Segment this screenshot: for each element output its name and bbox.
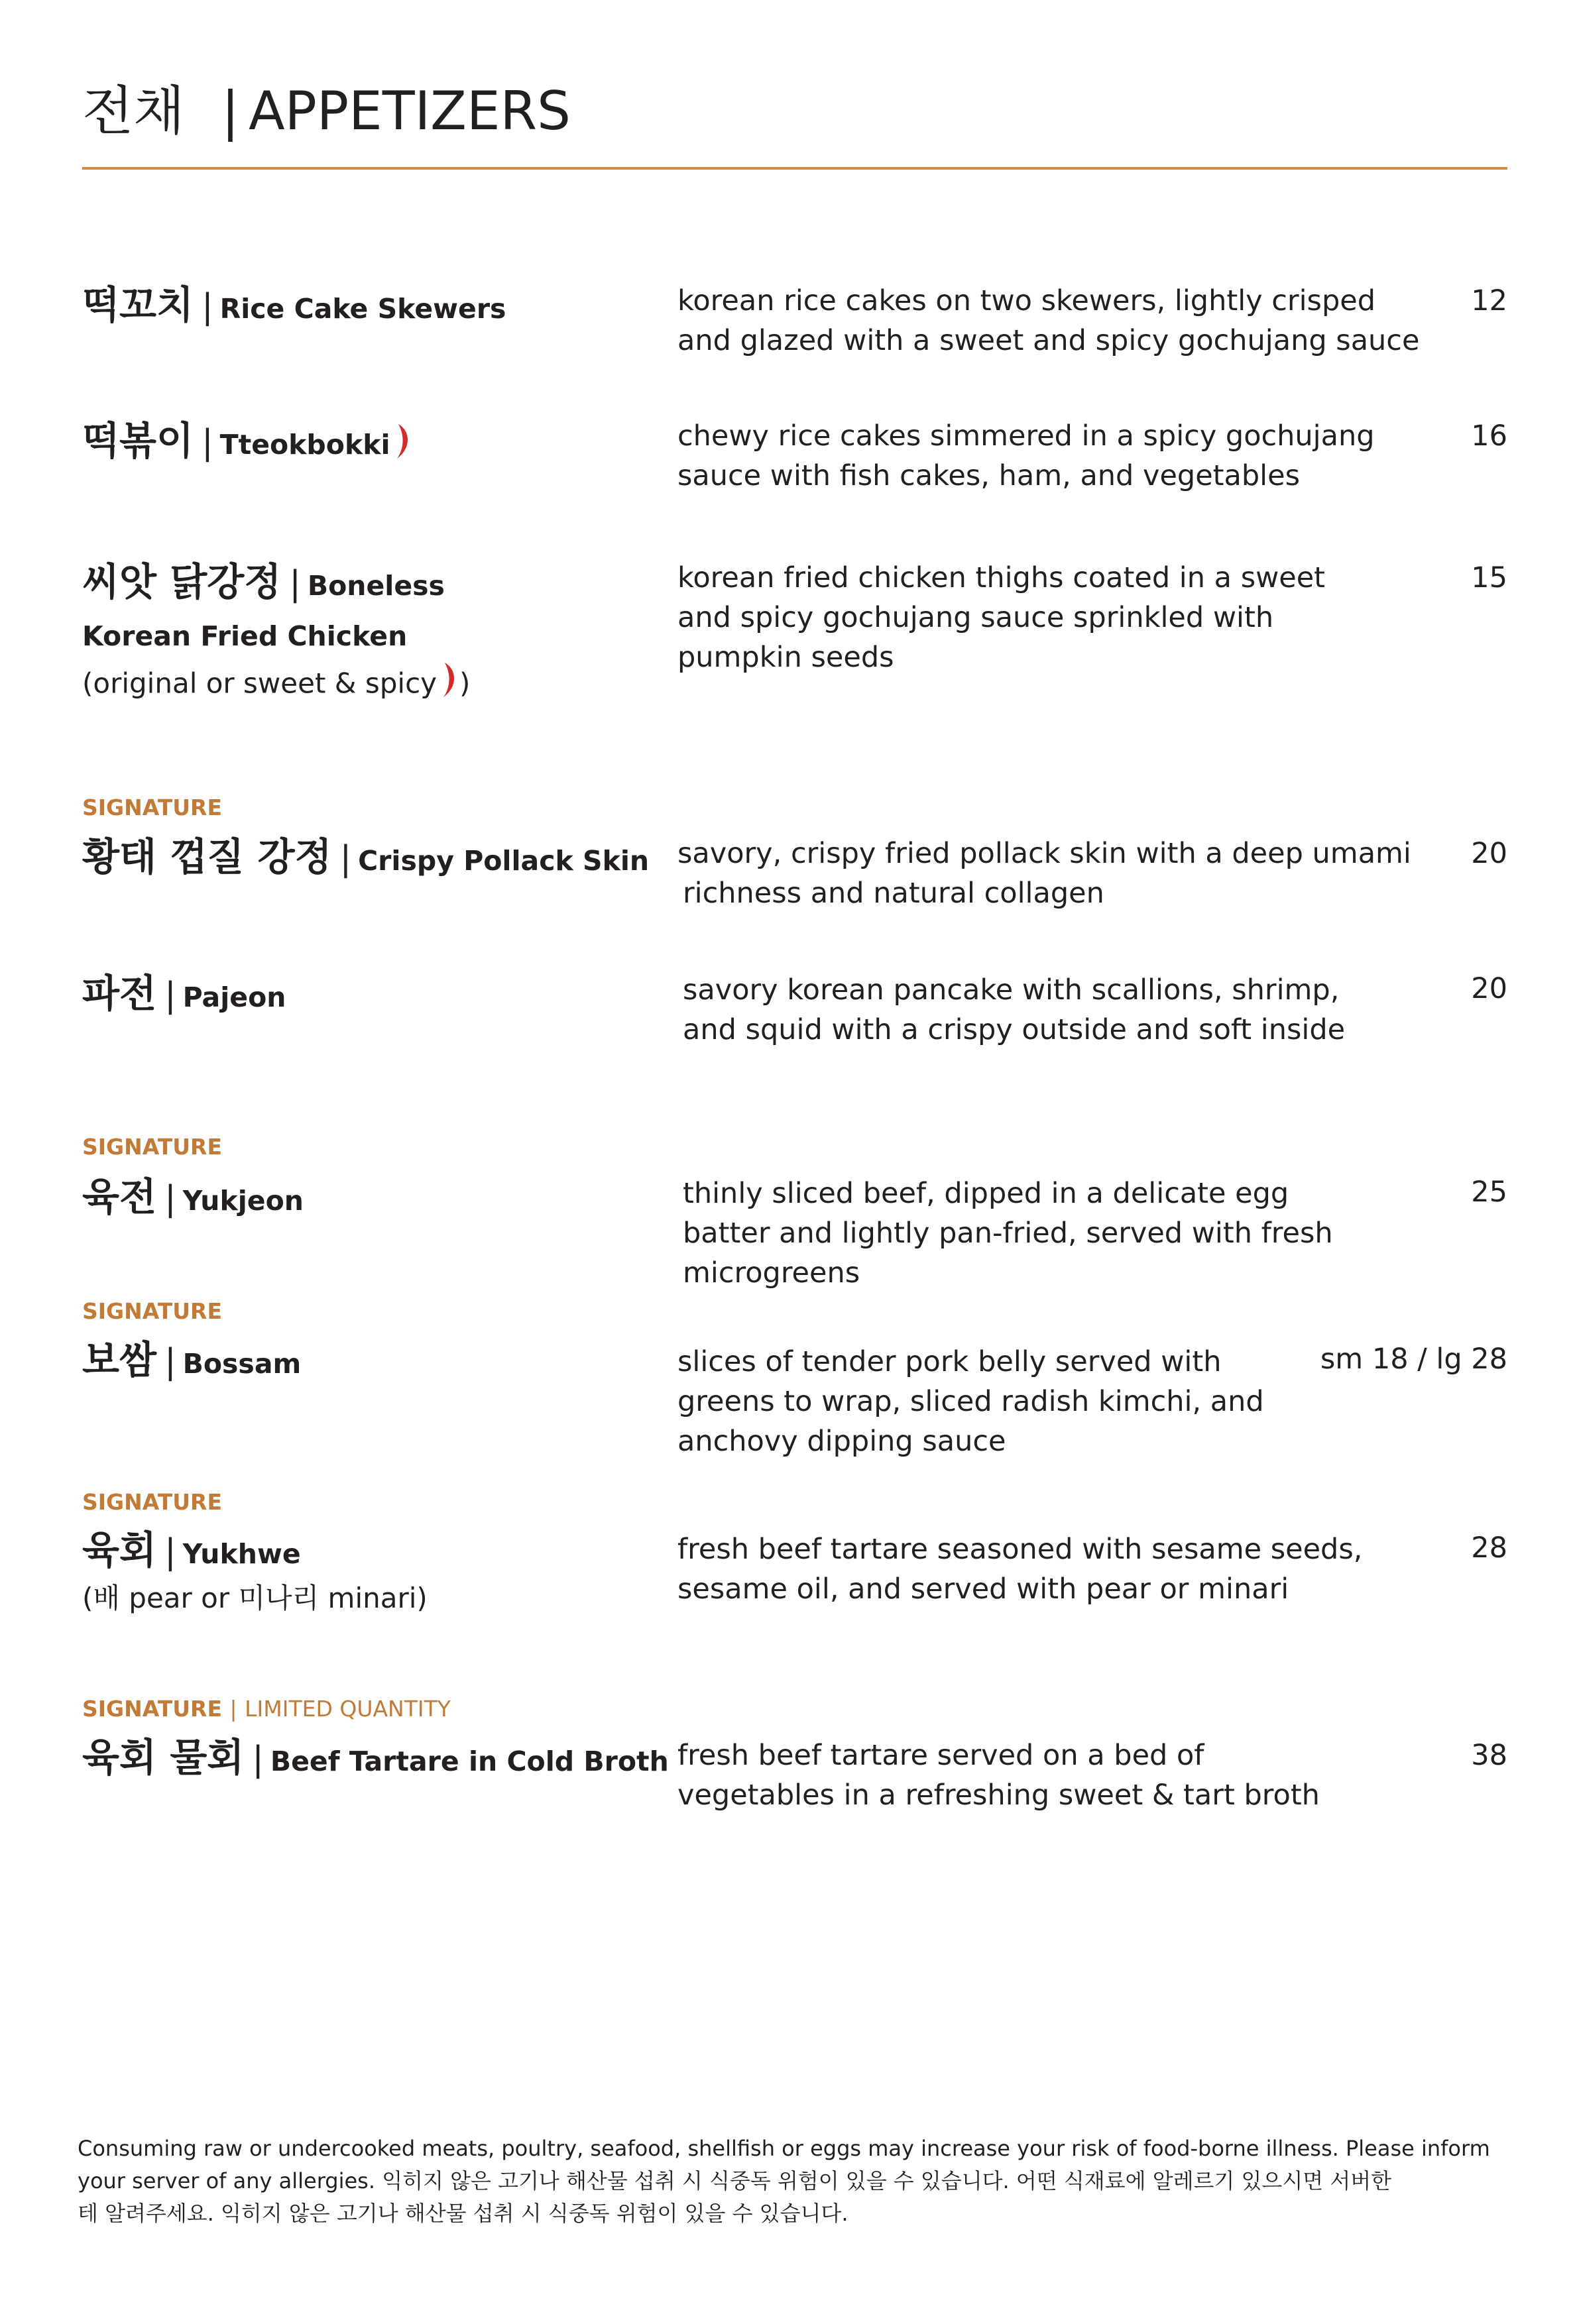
- description-line: thinly sliced beef, dipped in a delicate egg: [683, 1177, 1289, 1210]
- item-name-separator: |: [164, 1342, 176, 1382]
- description-line: fresh beef tartare served on a bed of: [677, 1739, 1204, 1772]
- item-description: [677, 416, 1440, 496]
- item-name-separator: |: [164, 975, 176, 1015]
- item-price: 20: [1471, 837, 1507, 870]
- item-price: sm 18 / lg 28: [1320, 1343, 1507, 1376]
- description-line: vegetables in a refreshing sweet & tart broth: [677, 1779, 1320, 1812]
- description-line: microgreens: [683, 1256, 860, 1290]
- description-line: and spicy gochujang sauce sprinkled with: [677, 601, 1274, 634]
- item-name-english: Rice Cake Skewers: [219, 293, 506, 325]
- item-name-korean: 육회 물회: [82, 1735, 245, 1780]
- item-name: [82, 1174, 304, 1230]
- item-note: (배 pear or 미나리 minari): [82, 1582, 428, 1614]
- description-line: greens to wrap, sliced radish kimchi, and: [677, 1385, 1264, 1418]
- item-description: [683, 970, 1445, 1050]
- item-name-english: Bossam: [182, 1348, 302, 1380]
- limited-quantity-label: LIMITED QUANTITY: [245, 1696, 451, 1722]
- item-name-korean: 씨앗 닭강정: [82, 559, 282, 604]
- item-name-english: Beef Tartare in Cold Broth: [270, 1745, 669, 1777]
- item-name-separator: |: [289, 564, 301, 604]
- item-name-separator: |: [202, 287, 213, 327]
- item-name: [82, 1337, 301, 1393]
- page-title: [82, 78, 571, 144]
- item-price: 38: [1471, 1739, 1507, 1772]
- page-title-english: APPETIZERS: [248, 80, 571, 142]
- description-line: korean fried chicken thighs coated in a sweet: [677, 561, 1326, 594]
- disclaimer-line: Consuming raw or undercooked meats, poultry, seafood, shellfish or eggs may increase your risk of food-borne illness. Please inform: [78, 2136, 1490, 2161]
- item-name: [82, 834, 649, 890]
- item-note: [82, 661, 470, 709]
- item-name-korean: 보쌈: [82, 1337, 157, 1382]
- description-line: anchovy dipping sauce: [677, 1425, 1006, 1458]
- item-price: 20: [1471, 972, 1507, 1005]
- signature-tag: SIGNATURE: [82, 1489, 222, 1515]
- item-price: 25: [1471, 1176, 1507, 1209]
- item-name-english: Pajeon: [182, 981, 286, 1013]
- disclaimer-line: your server of any allergies. 익히지 않은 고기나 해산물 섭취 시 식중독 위험이 있을 수 있습니다. 어떤 식재료에 알레르기 있으시면 서버한: [78, 2168, 1392, 2193]
- item-name-english: Crispy Pollack Skin: [358, 845, 650, 877]
- description-line: fresh beef tartare seasoned with sesame seeds,: [677, 1533, 1363, 1566]
- page-header: [82, 78, 1507, 170]
- description-line: richness and natural collagen: [683, 877, 1104, 910]
- description-line: and glazed with a sweet and spicy gochujang sauce: [677, 324, 1420, 357]
- item-name-english: Yukjeon: [182, 1185, 304, 1217]
- chili-pepper-icon: [393, 423, 413, 480]
- item-description: [677, 1736, 1440, 1815]
- allergy-disclaimer: [78, 2132, 1503, 2230]
- description-line: sauce with fish cakes, ham, and vegetables: [677, 459, 1300, 492]
- item-name-korean: 파전: [82, 971, 157, 1016]
- item-name-english-continued: Korean Fried Chicken: [82, 620, 408, 652]
- item-price: 28: [1471, 1531, 1507, 1565]
- item-name-korean: 떡꼬치: [82, 282, 194, 327]
- item-name-korean: 육전: [82, 1174, 157, 1219]
- description-line: savory korean pancake with scallions, shrimp,: [683, 973, 1340, 1007]
- item-name: [82, 559, 445, 615]
- chili-pepper-icon: [439, 661, 459, 709]
- description-line: pumpkin seeds: [677, 641, 894, 674]
- item-name-korean: 황태 껍질 강정: [82, 834, 332, 879]
- item-description: [677, 558, 1440, 677]
- item-price: 12: [1471, 284, 1507, 317]
- tag-separator: |: [229, 1696, 237, 1722]
- item-note-close: ): [459, 667, 471, 700]
- item-name-english: Boneless: [307, 570, 445, 602]
- description-line: savory, crispy fried pollack skin with a deep umami: [677, 837, 1411, 870]
- item-name-separator: |: [164, 1179, 176, 1219]
- description-line: batter and lightly pan-fried, served with fresh: [683, 1217, 1333, 1250]
- item-name: [82, 282, 506, 338]
- signature-tag: [82, 1696, 451, 1722]
- item-name-korean: 떡볶이: [82, 418, 194, 463]
- item-name-separator: |: [252, 1740, 264, 1779]
- item-description: [677, 1529, 1440, 1609]
- item-price: 16: [1471, 419, 1507, 453]
- signature-tag: SIGNATURE: [82, 795, 222, 820]
- signature-label: SIGNATURE: [82, 1696, 222, 1722]
- signature-tag: SIGNATURE: [82, 1134, 222, 1160]
- description-line: korean rice cakes on two skewers, lightly crisped: [677, 284, 1375, 317]
- disclaimer-line: 테 알려주세요. 익히지 않은 고기나 해산물 섭취 시 식중독 위험이 있을 수 있습니다.: [78, 2201, 848, 2226]
- item-name: [82, 1734, 669, 1791]
- item-name-english: Yukhwe: [182, 1538, 301, 1570]
- description-line: chewy rice cakes simmered in a spicy gochujang: [677, 419, 1375, 453]
- item-name-separator: |: [164, 1532, 176, 1572]
- item-note-text: (original or sweet & spicy: [82, 667, 438, 700]
- item-price: 15: [1471, 561, 1507, 594]
- item-description: [683, 1174, 1445, 1293]
- item-name: [82, 1527, 301, 1583]
- description-line: and squid with a crispy outside and soft inside: [683, 1013, 1346, 1046]
- item-name-english: Tteokbokki: [219, 429, 390, 461]
- item-name-separator: |: [339, 839, 352, 879]
- description-line: sesame oil, and served with pear or minari: [677, 1573, 1289, 1606]
- item-name-separator: |: [202, 423, 213, 463]
- page-title-korean: 전채: [82, 80, 185, 142]
- item-name-korean: 육회: [82, 1527, 157, 1573]
- description-line: slices of tender pork belly served with: [677, 1345, 1222, 1378]
- item-name: [82, 970, 286, 1026]
- signature-tag: SIGNATURE: [82, 1298, 222, 1324]
- item-description: [677, 281, 1440, 360]
- item-description: [677, 834, 1440, 913]
- page-title-separator: |: [221, 80, 239, 142]
- item-name: [82, 417, 413, 480]
